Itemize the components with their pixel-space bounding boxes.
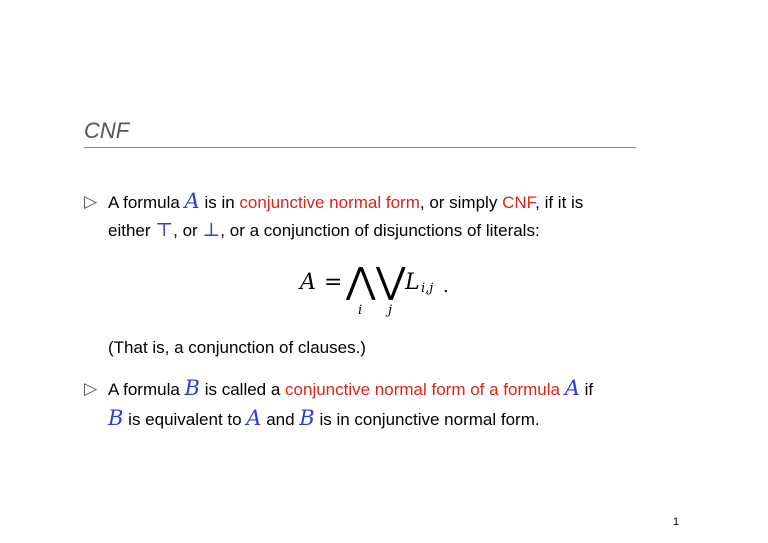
bullet-triangle-icon: ▷ <box>84 192 98 211</box>
slide: CNF ▷ A formula A is in conjunctive normal form, or simply CNF, if it is either ⊤, or ⊥, or a conjunction of disjunctions of literals: A = ⋀ ⋁ i j L i,j . (That is, a conjunction of clauses.) ▷ A formula B is called a conjunctive normal form of a formula A if B is equivalent to A and B is in conjunctive normal form. 1 <box>84 118 680 528</box>
term-conjunctive-normal-form: conjunctive normal form <box>239 193 420 212</box>
term-cnf: CNF <box>502 193 536 212</box>
clauses-note: (That is, a conjunction of clauses.) <box>108 338 366 357</box>
definition-line-3: A formula B is called a conjunctive normal form of a formula A if <box>108 376 594 400</box>
top-symbol: ⊤ <box>155 219 174 241</box>
definition-line-2: either ⊤, or ⊥, or a conjunction of disjunctions of literals: <box>108 219 540 241</box>
title-divider <box>84 147 636 148</box>
slide-title: CNF <box>84 118 130 143</box>
big-or-operator: ⋁ <box>376 261 406 302</box>
definition-line-1: A formula A is in conjunctive normal form, or simply CNF, if it is <box>108 189 584 213</box>
term-cnf-of-formula: conjunctive normal form of a formula <box>285 380 560 399</box>
definition-line-4: B is equivalent to A and B is in conjunctive normal form. <box>108 406 540 430</box>
bullet-triangle-icon: ▷ <box>84 379 98 398</box>
bottom-symbol: ⊥ <box>202 219 221 241</box>
page-number: 1 <box>673 516 680 528</box>
big-and-operator: ⋀ <box>346 261 376 302</box>
